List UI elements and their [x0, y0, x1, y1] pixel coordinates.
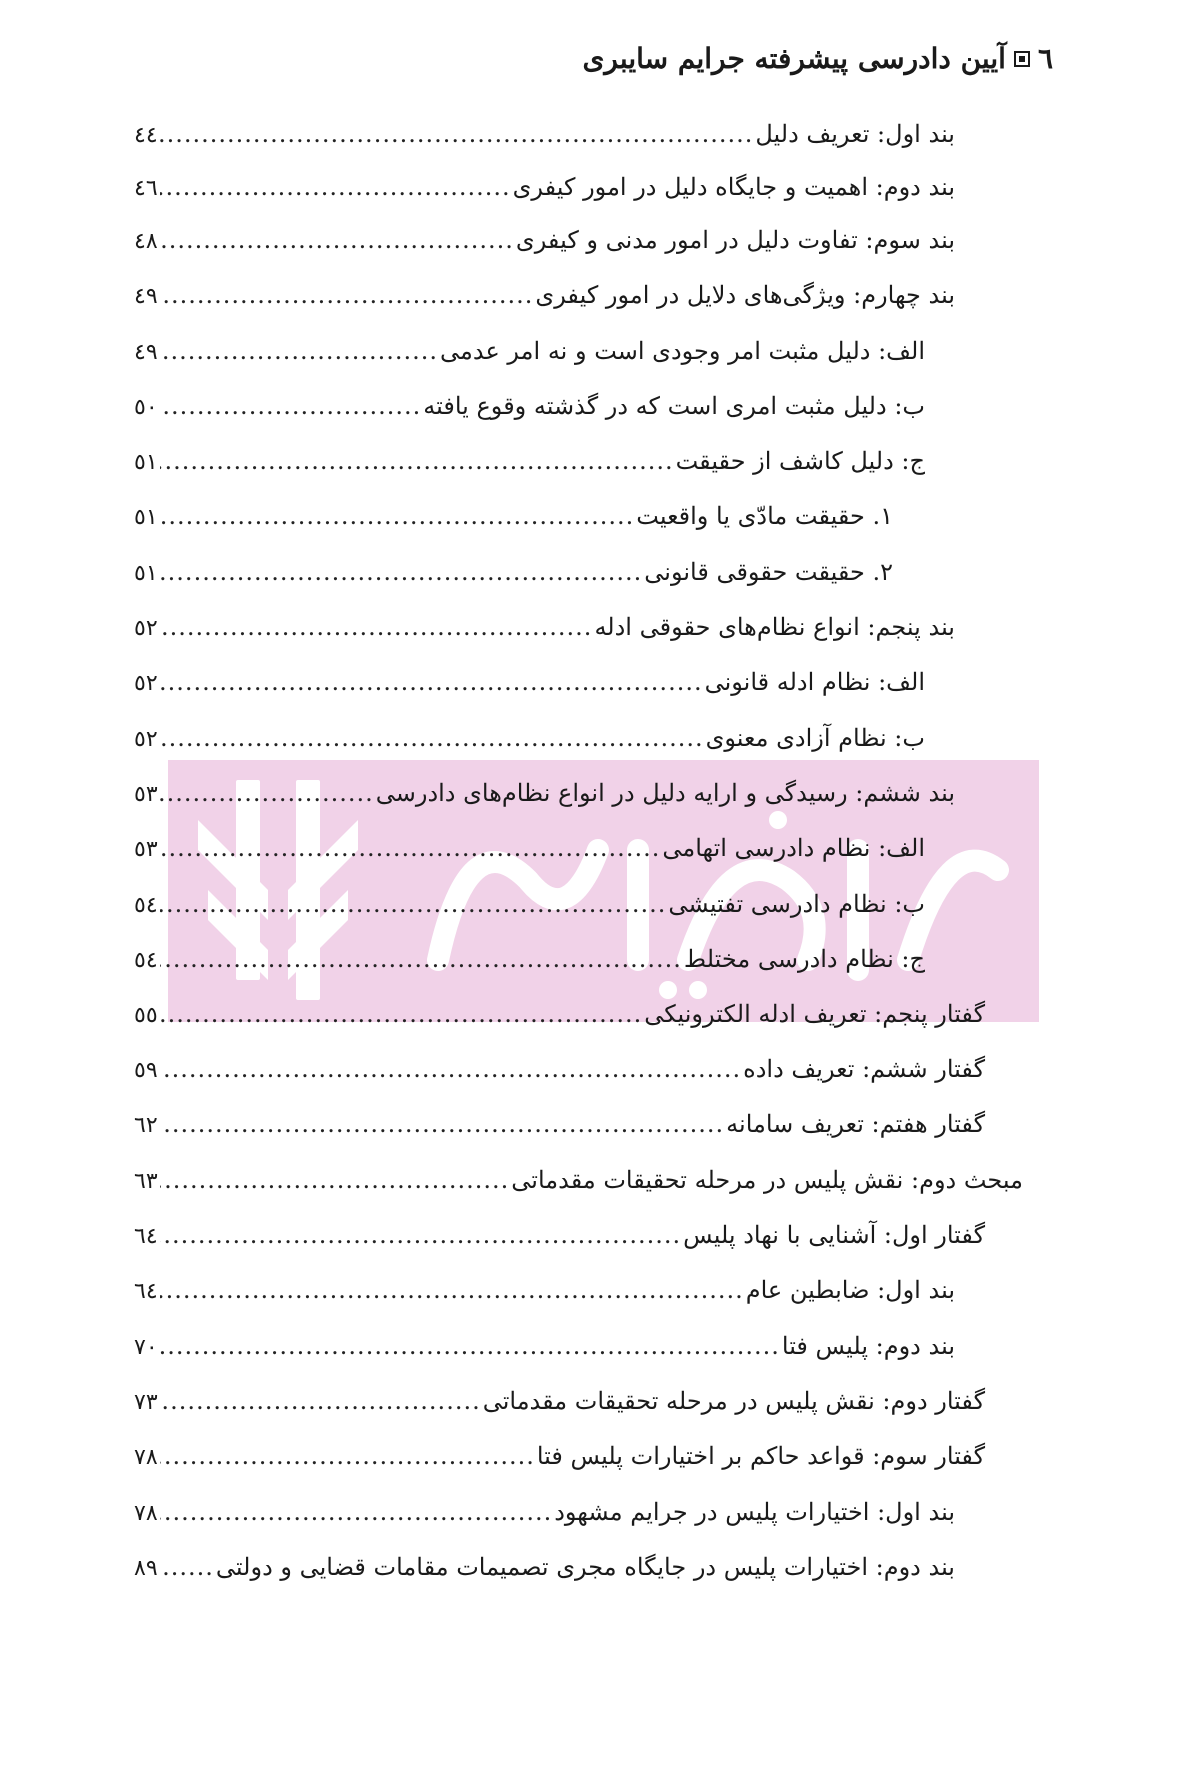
toc-entry-title: ب: دلیل مثبت امری است که در گذشته وقوع یافته — [423, 392, 925, 420]
toc-leader-dots — [160, 120, 754, 148]
toc-entry-title: بند اول: اختیارات پلیس در جرایم مشهود — [554, 1498, 955, 1526]
toc-entry — [134, 1553, 955, 1593]
toc-entry — [134, 1387, 985, 1427]
toc-entry-title: بند اول: تعریف دلیل — [755, 120, 955, 148]
toc-entry — [134, 1498, 955, 1538]
toc-leader-dots — [160, 945, 682, 973]
toc-page-number: ٥٢ — [134, 727, 158, 752]
toc-entry — [134, 1221, 985, 1261]
toc-entry — [134, 281, 955, 321]
toc-leader-dots — [160, 337, 438, 365]
book-title: آیین دادرسی پیشرفته جرایم سایبری — [582, 42, 1006, 75]
toc-page-number: ٥٤ — [134, 893, 158, 918]
toc-entry-title: ب: نظام آزادی معنوی — [705, 724, 925, 752]
toc-page-number: ٧٨ — [134, 1445, 158, 1470]
toc-leader-dots — [160, 1000, 643, 1028]
toc-entry-title: ٢. حقیقت حقوقی قانونی — [644, 558, 893, 586]
toc-leader-dots — [160, 1442, 535, 1470]
toc-entry — [134, 890, 925, 930]
toc-entry-title: گفتار سوم: قواعد حاکم بر اختیارات پلیس فتا — [536, 1442, 985, 1470]
toc-entry-title: ب: نظام دادرسی تفتیشی — [668, 890, 925, 918]
toc-entry — [134, 668, 925, 708]
toc-leader-dots — [160, 558, 643, 586]
toc-page-number: ٥٩ — [134, 1058, 158, 1083]
toc-entry — [134, 1276, 955, 1316]
toc-page-number: ٦٣ — [134, 1169, 158, 1194]
toc-entry-title: الف: دلیل مثبت امر وجودی است و نه امر عدمی — [440, 337, 925, 365]
toc-entry-title: گفتار دوم: نقش پلیس در مرحله تحقیقات مقدماتی — [482, 1387, 985, 1415]
toc-page-number: ٦٤ — [134, 1224, 158, 1249]
toc-page-number: ٦٢ — [134, 1113, 158, 1138]
toc-leader-dots — [160, 1166, 510, 1194]
toc-entry-title: گفتار پنجم: تعریف ادله الکترونیکی — [644, 1000, 985, 1028]
toc-entry — [134, 1110, 985, 1150]
toc-entry — [134, 502, 893, 542]
toc-page-number: ٧٨ — [134, 1501, 158, 1526]
toc-leader-dots — [160, 724, 704, 752]
toc-page-number: ٤٦ — [134, 176, 158, 201]
toc-entry-title: الف: نظام دادرسی اتهامی — [662, 834, 925, 862]
toc-entry-title: ج: نظام دادرسی مختلط — [683, 945, 925, 973]
toc-entry-title: گفتار اول: آشنایی با نهاد پلیس — [683, 1221, 985, 1249]
toc-entry — [134, 1166, 1023, 1206]
toc-entry-title: بند دوم: پلیس فتا — [781, 1332, 955, 1360]
page-number: ٦ — [1037, 42, 1053, 75]
toc-entry-title: ج: دلیل کاشف از حقیقت — [675, 447, 925, 475]
toc-leader-dots — [160, 281, 534, 309]
toc-leader-dots — [160, 392, 422, 420]
toc-entry-title: بند دوم: اهمیت و جایگاه دلیل در امور کیفری — [512, 173, 955, 201]
toc-page-number: ٥١ — [134, 505, 158, 530]
toc-entry — [134, 834, 925, 874]
toc-leader-dots — [160, 1332, 780, 1360]
toc-entry — [134, 945, 925, 985]
toc-leader-dots — [160, 1221, 682, 1249]
toc-page-number: ٥٤ — [134, 948, 158, 973]
toc-page-number: ٥٢ — [134, 616, 158, 641]
toc-entry-title: بند ششم: رسیدگی و ارایه دلیل در انواع نظام‌های دادرسی — [375, 779, 955, 807]
toc-leader-dots — [160, 226, 514, 254]
toc-entry — [134, 613, 955, 653]
toc-leader-dots — [160, 1387, 481, 1415]
toc-entry — [134, 226, 955, 266]
toc-leader-dots — [160, 779, 374, 807]
toc-leader-dots — [160, 1553, 214, 1581]
toc-page-number: ٥٣ — [134, 782, 158, 807]
toc-page-number: ٧٠ — [134, 1335, 158, 1360]
toc-entry-title: ١. حقیقت مادّی یا واقعیت — [636, 502, 893, 530]
toc-entry — [134, 1332, 955, 1372]
toc-entry — [134, 779, 955, 819]
toc-leader-dots — [160, 668, 703, 696]
toc-entry — [134, 1000, 985, 1040]
toc-page-number: ٥١ — [134, 450, 158, 475]
toc-entry-title: گفتار ششم: تعریف داده — [743, 1055, 985, 1083]
toc-entry-title: بند چهارم: ویژگی‌های دلایل در امور کیفری — [535, 281, 955, 309]
toc-entry — [134, 558, 893, 598]
toc-page-number: ٥١ — [134, 561, 158, 586]
toc-entry-title: بند دوم: اختیارات پلیس در جایگاه مجری تصمیمات مقامات قضایی و دولتی — [215, 1553, 955, 1581]
toc-entry — [134, 337, 925, 377]
toc-leader-dots — [160, 613, 593, 641]
toc-leader-dots — [160, 1055, 742, 1083]
toc-leader-dots — [160, 1498, 553, 1526]
toc-page-number: ٤٩ — [134, 340, 158, 365]
toc-page-number: ٥٠ — [134, 395, 158, 420]
toc-entry — [134, 1055, 985, 1095]
toc-leader-dots — [160, 834, 661, 862]
toc-page-number: ٥٣ — [134, 837, 158, 862]
toc-page-number: ٤٩ — [134, 284, 158, 309]
toc-entry-title: بند اول: ضابطین عام — [745, 1276, 955, 1304]
toc-leader-dots — [160, 890, 667, 918]
toc-page-number: ٤٤ — [134, 123, 158, 148]
toc-leader-dots — [160, 1276, 744, 1304]
toc-leader-dots — [160, 1110, 725, 1138]
toc-page-number: ٤٨ — [134, 229, 158, 254]
toc-entry-title: بند پنجم: انواع نظام‌های حقوقی ادله — [594, 613, 955, 641]
toc-entry — [134, 447, 925, 487]
toc-page-number: ٥٢ — [134, 671, 158, 696]
toc-leader-dots — [160, 173, 511, 201]
toc-entry-title: گفتار هفتم: تعریف سامانه — [726, 1110, 985, 1138]
toc-leader-dots — [160, 502, 635, 530]
toc-entry — [134, 120, 955, 160]
toc-page-number: ٦٤ — [134, 1279, 158, 1304]
toc-entry — [134, 724, 925, 764]
toc-entry-title: بند سوم: تفاوت دلیل در امور مدنی و کیفری — [515, 226, 955, 254]
toc-entry — [134, 392, 925, 432]
toc-page-number: ٨٩ — [134, 1556, 158, 1581]
toc-entry-title: الف: نظام ادله قانونی — [704, 668, 925, 696]
toc-entry — [134, 1442, 985, 1482]
toc-entry — [134, 173, 955, 213]
toc-page-number: ٥٥ — [134, 1003, 158, 1028]
toc-entry-title: مبحث دوم: نقش پلیس در مرحله تحقیقات مقدماتی — [511, 1166, 1023, 1194]
toc-page-number: ٧٣ — [134, 1390, 158, 1415]
toc-leader-dots — [160, 447, 674, 475]
